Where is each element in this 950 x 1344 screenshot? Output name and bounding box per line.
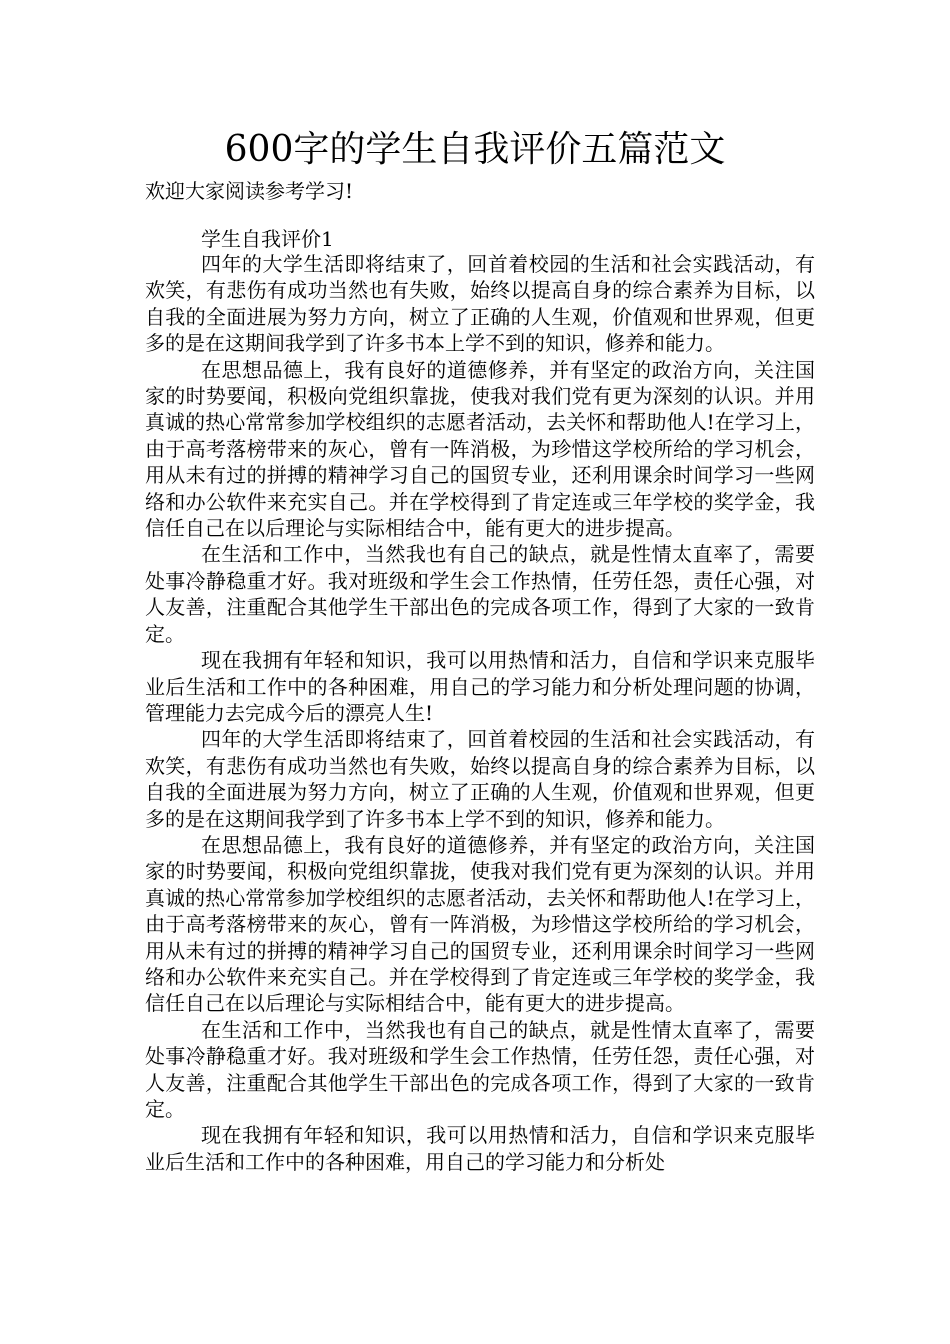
intro-line: 欢迎大家阅读参考学习! [145, 179, 354, 203]
paragraph: 在思想品德上，我有良好的道德修养，并有坚定的政治方向，关注国家的时势要闻，积极向党组织靠拢，使我对我们党有更为深刻的认识。并用真诚的热心常常参加学校组织的志愿者活动，去关怀和帮助他人!在学习上，由于高考落榜带来的灰心，曾有一阵消极，为珍惜这学校所给的学习机会，用从未有过的拼搏的精神学习自己的国贸专业，还利用课余时间学习一些网络和办公软件来充实自己。并在学校得到了肯定连或三年学校的奖学金，我信任自己在以后理论与实际相结合中，能有更大的进步提高。 [145, 832, 815, 1016]
paragraph: 在生活和工作中，当然我也有自己的缺点，就是性情太直率了，需要处事冷静稳重才好。我对班级和学生会工作热情，任劳任怨，责任心强，对人友善，注重配合其他学生干部出色的完成各项工作，得到了大家的一致肯定。 [145, 1017, 815, 1121]
document-title: 600字的学生自我评价五篇范文 [224, 129, 726, 170]
paragraph: 现在我拥有年轻和知识，我可以用热情和活力，自信和学识来克服毕业后生活和工作中的各种困难，用自己的学习能力和分析处理问题的协调，管理能力去完成今后的漂亮人生! [145, 648, 815, 725]
paragraph: 现在我拥有年轻和知识，我可以用热情和活力，自信和学识来克服毕业后生活和工作中的各种困难，用自己的学习能力和分析处 [145, 1123, 815, 1174]
section-heading: 学生自我评价1 [201, 227, 334, 251]
paragraph: 四年的大学生活即将结束了，回首着校园的生活和社会实践活动，有欢笑，有悲伤有成功当然也有失败，始终以提高自身的综合素养为目标，以自我的全面进展为努力方向，树立了正确的人生观，价值观和世界观，但更多的是在这期间我学到了许多书本上学不到的知识，修养和能力。 [145, 727, 815, 831]
document-body [145, 251, 815, 1175]
paragraph: 在思想品德上，我有良好的道德修养，并有坚定的政治方向，关注国家的时势要闻，积极向党组织靠拢，使我对我们党有更为深刻的认识。并用真诚的热心常常参加学校组织的志愿者活动，去关怀和帮助他人!在学习上，由于高考落榜带来的灰心，曾有一阵消极，为珍惜这学校所给的学习机会，用从未有过的拼搏的精神学习自己的国贸专业，还利用课余时间学习一些网络和办公软件来充实自己。并在学校得到了肯定连或三年学校的奖学金，我信任自己在以后理论与实际相结合中，能有更大的进步提高。 [145, 357, 815, 541]
paragraph: 四年的大学生活即将结束了，回首着校园的生活和社会实践活动，有欢笑，有悲伤有成功当然也有失败，始终以提高自身的综合素养为目标，以自我的全面进展为努力方向，树立了正确的人生观，价值观和世界观，但更多的是在这期间我学到了许多书本上学不到的知识，修养和能力。 [145, 252, 815, 356]
paragraph: 在生活和工作中，当然我也有自己的缺点，就是性情太直率了，需要处事冷静稳重才好。我对班级和学生会工作热情，任劳任怨，责任心强，对人友善，注重配合其他学生干部出色的完成各项工作，得到了大家的一致肯定。 [145, 542, 815, 646]
